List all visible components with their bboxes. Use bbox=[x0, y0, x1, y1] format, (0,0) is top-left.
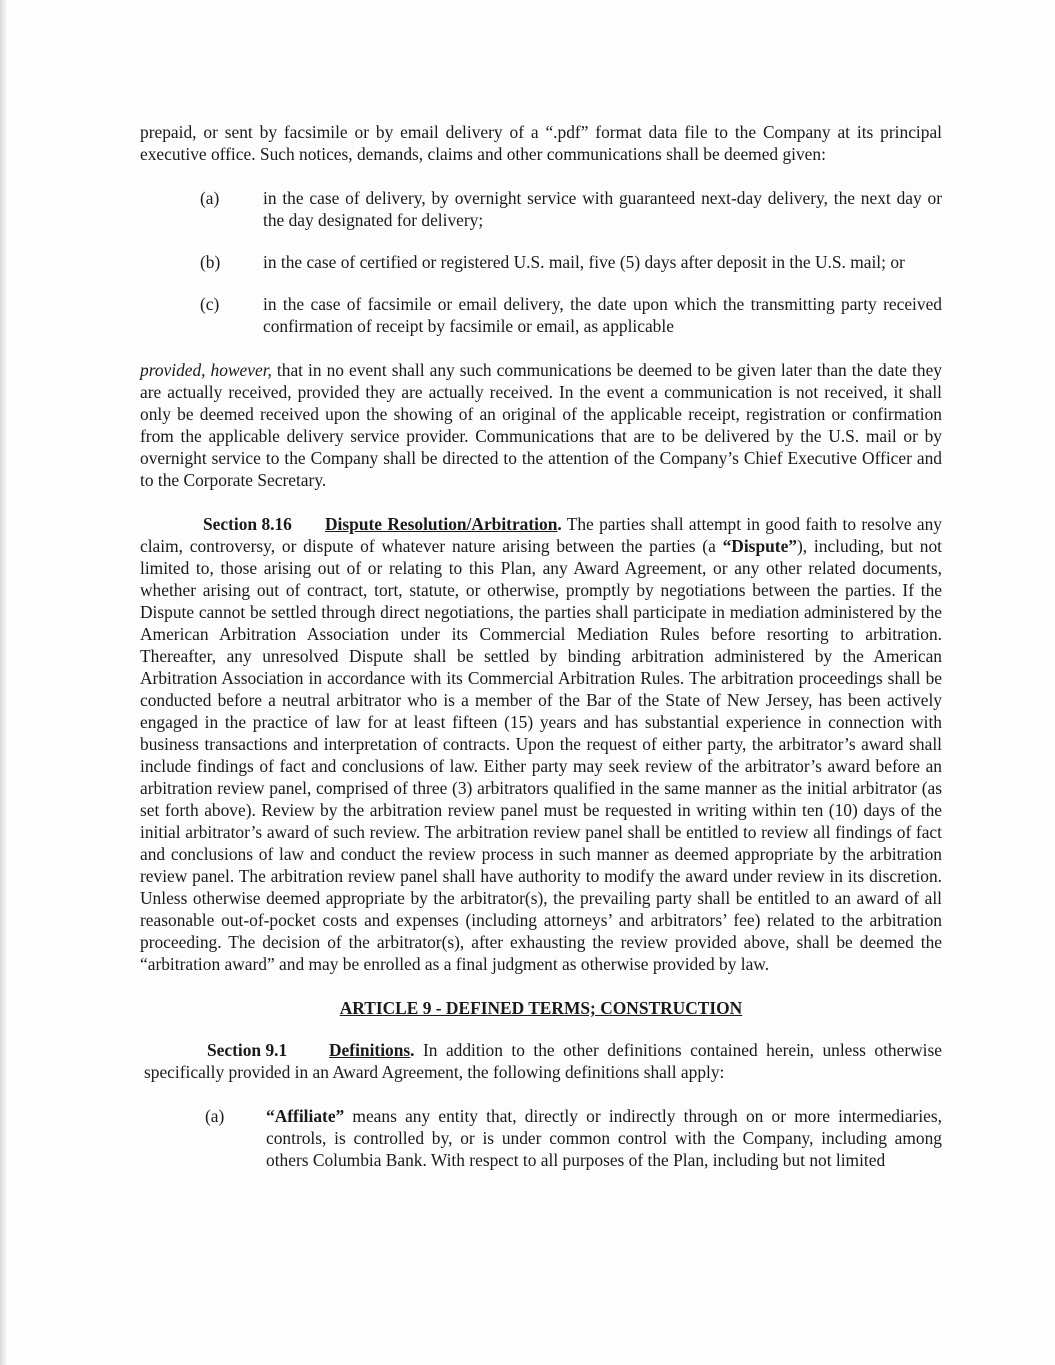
notice-item-label: (b) bbox=[200, 252, 221, 272]
notice-item-label: (c) bbox=[200, 294, 220, 314]
notice-item-text: in the case of facsimile or email delivery, the date upon which the transmitting party received confirmation of receipt by facsimile or email, as applicable bbox=[263, 294, 942, 336]
definition-item-a bbox=[205, 1105, 942, 1171]
section-8-16-text-2: ), including, but not limited to, those arising out of or relating to this Plan, any Award Agreement, or any other related documents, whether arising out of contract, tort, statute, or otherwise, promptly by negotiations between the parties. If the Dispute cannot be settled through direct negotiations, the parties shall participate in mediation administered by the American Arbitration Association under its Commercial Mediation Rules before resorting to arbitration. Thereafter, any unresolved Dispute shall be settled by binding arbitration administered by the American Arbitration Association in accordance with its Commercial Arbitration Rules. The arbitration proceedings shall be conducted before a neutral arbitrator who is a member of the Bar of the State of New Jersey, has been actively engaged in the practice of law for at least fifteen (15) years and has substantial experience in connection with business transactions and interpretation of contracts. Upon the request of either party, the arbitrator’s award shall include findings of fact and conclusions of law. Either party may seek review of the arbitrator’s award before an arbitration review panel, comprised of three (3) arbitrators qualified in the same manner as the initial arbitrator (as set forth above). Review by the arbitration review panel must be requested in writing within ten (10) days of the initial arbitrator’s award of such review. The arbitration review panel shall be entitled to review all findings of fact and conclusions of law and conduct the review process in such manner as deemed appropriate by the arbitration review panel. The arbitration review panel shall have authority to modify the award under review in its discretion. Unless otherwise deemed appropriate by the arbitrator(s), the prevailing party shall be entitled to an award of all reasonable out-of-pocket costs and expenses (including attorneys’ and arbitrators’ fee) related to the arbitration proceeding. The decision of the arbitrator(s), after exhausting the review provided above, shall be deemed the “arbitration award” and may be enrolled as a final judgment as otherwise provided by law. bbox=[140, 536, 943, 974]
definition-term: “Affiliate” bbox=[266, 1106, 345, 1126]
notice-item-label: (a) bbox=[200, 188, 220, 208]
document-body bbox=[140, 121, 942, 1191]
proviso-paragraph bbox=[140, 359, 942, 491]
section-8-16-title: Dispute Resolution/Arbitration bbox=[325, 514, 558, 534]
section-8-16-text-1: The parties shall attempt in good faith to resolve any claim, controversy, or dispute of whatever nature arising between the parties (a bbox=[140, 514, 942, 556]
definition-item-label: (a) bbox=[205, 1106, 225, 1126]
section-9-1-paragraph bbox=[144, 1039, 942, 1083]
definition-body: means any entity that, directly or indirectly through on or more intermediaries, controls, is controlled by, or is under common control with the Company, including among others Columbia Bank. With respect to all purposes of the Plan, including but not limited bbox=[266, 1106, 942, 1170]
section-8-16-number: Section 8.16 bbox=[203, 514, 292, 534]
section-8-16-term: “Dispute” bbox=[722, 536, 797, 556]
section-8-16-paragraph bbox=[140, 513, 942, 975]
scan-edge bbox=[0, 0, 6, 1365]
intro-paragraph: prepaid, or sent by facsimile or by email delivery of a “.pdf” format data file to the Company at its principal executive office. Such notices, demands, claims and other communications shall be deemed given: bbox=[140, 122, 942, 164]
notice-item-text: in the case of certified or registered U.S. mail, five (5) days after deposit in the U.S. mail; or bbox=[263, 252, 905, 272]
section-9-1-text: In addition to the other definitions contained herein, unless otherwise specifically provided in an Award Agreement, the following definitions shall apply: bbox=[144, 1040, 942, 1082]
article-9-heading: ARTICLE 9 - DEFINED TERMS; CONSTRUCTION bbox=[339, 998, 743, 1018]
notice-item-a bbox=[200, 187, 942, 231]
notice-item-b bbox=[200, 251, 942, 273]
notice-item-c bbox=[200, 293, 942, 337]
proviso-text: that in no event shall any such communications be deemed to be given later than the date they are actually received, provided they are actually received. In the event a communication is not received, it shall only be deemed received upon the showing of an original of the applicable receipt, registration or confirmation from the applicable delivery service provider. Communications that are to be delivered by the U.S. mail or by overnight service to the Company shall be directed to the attention of the Company’s Chief Executive Officer and to the Corporate Secretary. bbox=[140, 360, 942, 490]
section-9-1-number: Section 9.1 bbox=[207, 1040, 288, 1060]
section-9-1-title-period: . bbox=[410, 1040, 415, 1060]
section-9-1-title: Definitions bbox=[329, 1040, 411, 1060]
definition-item-text bbox=[266, 1105, 942, 1171]
section-8-16-title-period: . bbox=[557, 514, 562, 534]
proviso-italic: provided, however, bbox=[140, 360, 272, 380]
notice-item-text: in the case of delivery, by overnight service with guaranteed next-day delivery, the next day or the day designated for delivery; bbox=[263, 188, 942, 230]
